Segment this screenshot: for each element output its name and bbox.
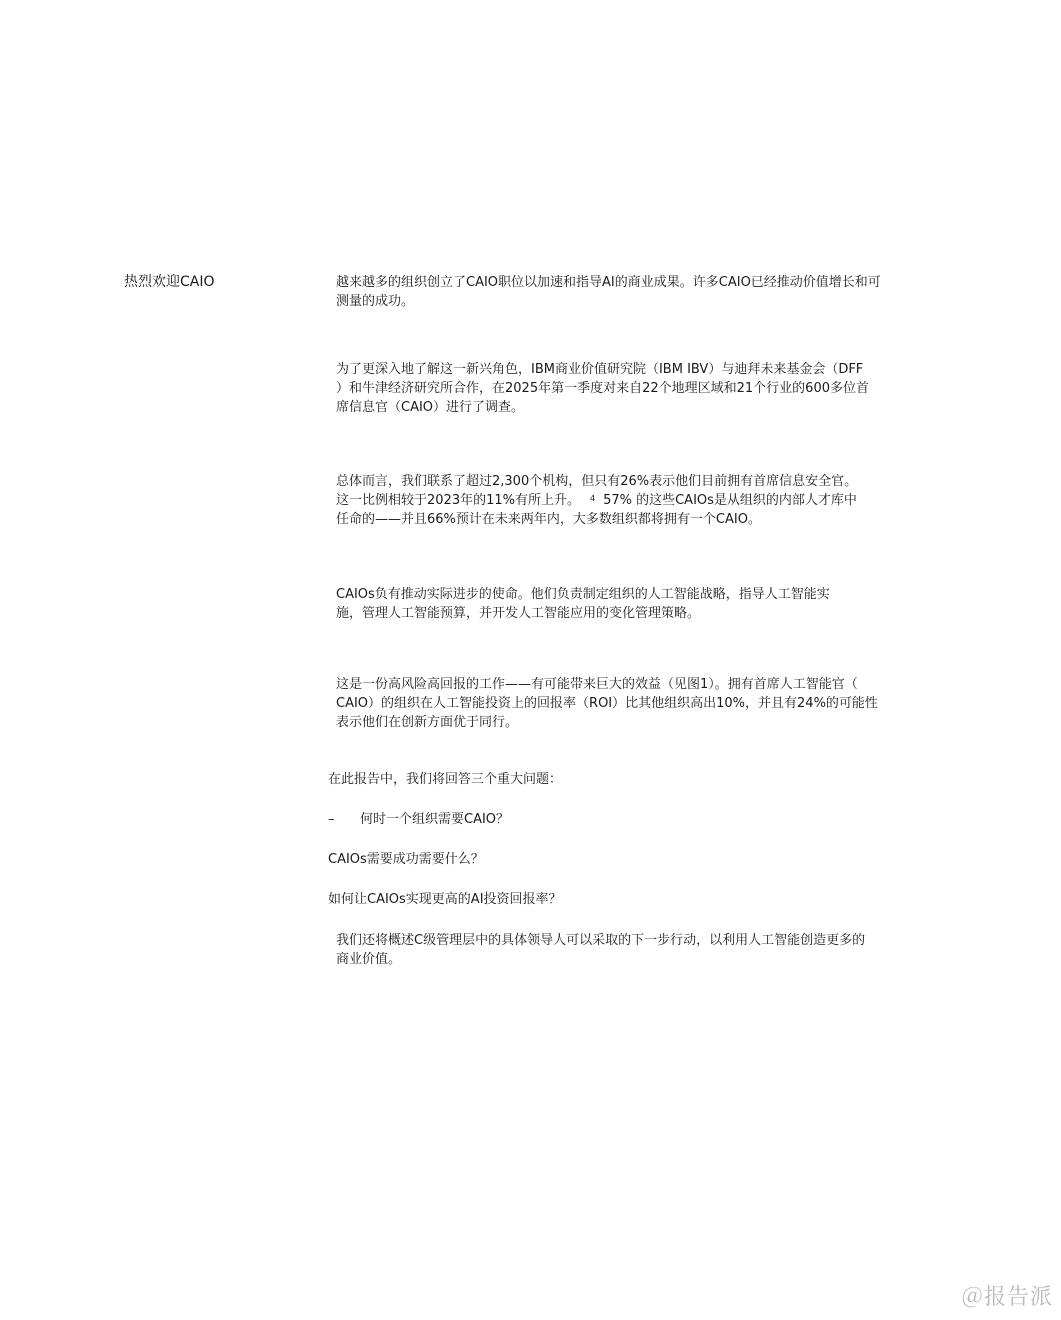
paragraph-caio-mission	[336, 585, 830, 623]
text-line: 越来越多的组织创立了CAIO职位以加速和指导AI的商业成果。许多CAIO已经推动价值增长和可	[336, 275, 881, 290]
question-text: 何时一个组织需要CAIO？	[360, 812, 510, 827]
text-line: 总体而言，我们联系了超过2,300个机构，但只有26%表示他们目前拥有首席信息安全官。	[336, 474, 858, 489]
paragraph-survey-method	[336, 360, 869, 417]
text-line: 表示他们在创新方面优于同行。	[336, 715, 519, 730]
bullet-dash: –	[328, 812, 335, 827]
text-line	[336, 491, 857, 510]
question-text: 如何让CAIOs实现更高的AI投资回报率？	[328, 892, 562, 907]
text-line: 施，管理人工智能预算，并开发人工智能应用的变化管理策略。	[336, 606, 701, 621]
text-fragment: 57% 的这些CAIOs是从组织的内部人才库中	[603, 493, 857, 508]
text-line: 我们还将概述C级管理层中的具体领导人可以采取的下一步行动，以利用人工智能创造更多的	[336, 933, 866, 948]
section-heading: 热烈欢迎CAIO	[124, 274, 215, 290]
paragraph-closing	[336, 931, 865, 969]
text-line: 为了更深入地了解这一新兴角色，IBM商业价值研究院（IBM IBV）与迪拜未来基金会（DFF	[336, 362, 864, 377]
text-line: 任命的——并且66%预计在未来两年内，大多数组织都将拥有一个CAIO。	[336, 512, 761, 527]
questions-intro: 在此报告中，我们将回答三个重大问题：	[328, 772, 563, 787]
text-line: ）和牛津经济研究所合作，在2025年第一季度对来自22个地理区域和21个行业的600多位首	[336, 381, 869, 396]
paragraph-roi	[336, 675, 878, 732]
text-line: 席信息官（CAIO）进行了调查。	[336, 400, 525, 415]
paragraph-intro-caio-roles	[336, 273, 881, 311]
footnote-marker: 4	[589, 494, 596, 503]
watermark: ＠报告派	[960, 1285, 1053, 1310]
text-fragment: 这一比例相较于2023年的11%有所上升。	[336, 493, 580, 508]
question-text: CAIOs需要成功需要什么？	[328, 852, 484, 867]
paragraph-survey-results	[336, 472, 857, 529]
text-line: 商业价值。	[336, 952, 402, 967]
text-line: CAIOs负有推动实际进步的使命。他们负责制定组织的人工智能战略，指导人工智能实	[336, 587, 830, 602]
text-line: CAIO）的组织在人工智能投资上的回报率（ROI）比其他组织高出10%，并且有24%的可能性	[336, 696, 878, 711]
question-list-item	[328, 810, 509, 829]
text-line: 测量的成功。	[336, 294, 415, 309]
text-line: 这是一份高风险高回报的工作——有可能带来巨大的效益（见图1）。拥有首席人工智能官（	[336, 677, 858, 692]
